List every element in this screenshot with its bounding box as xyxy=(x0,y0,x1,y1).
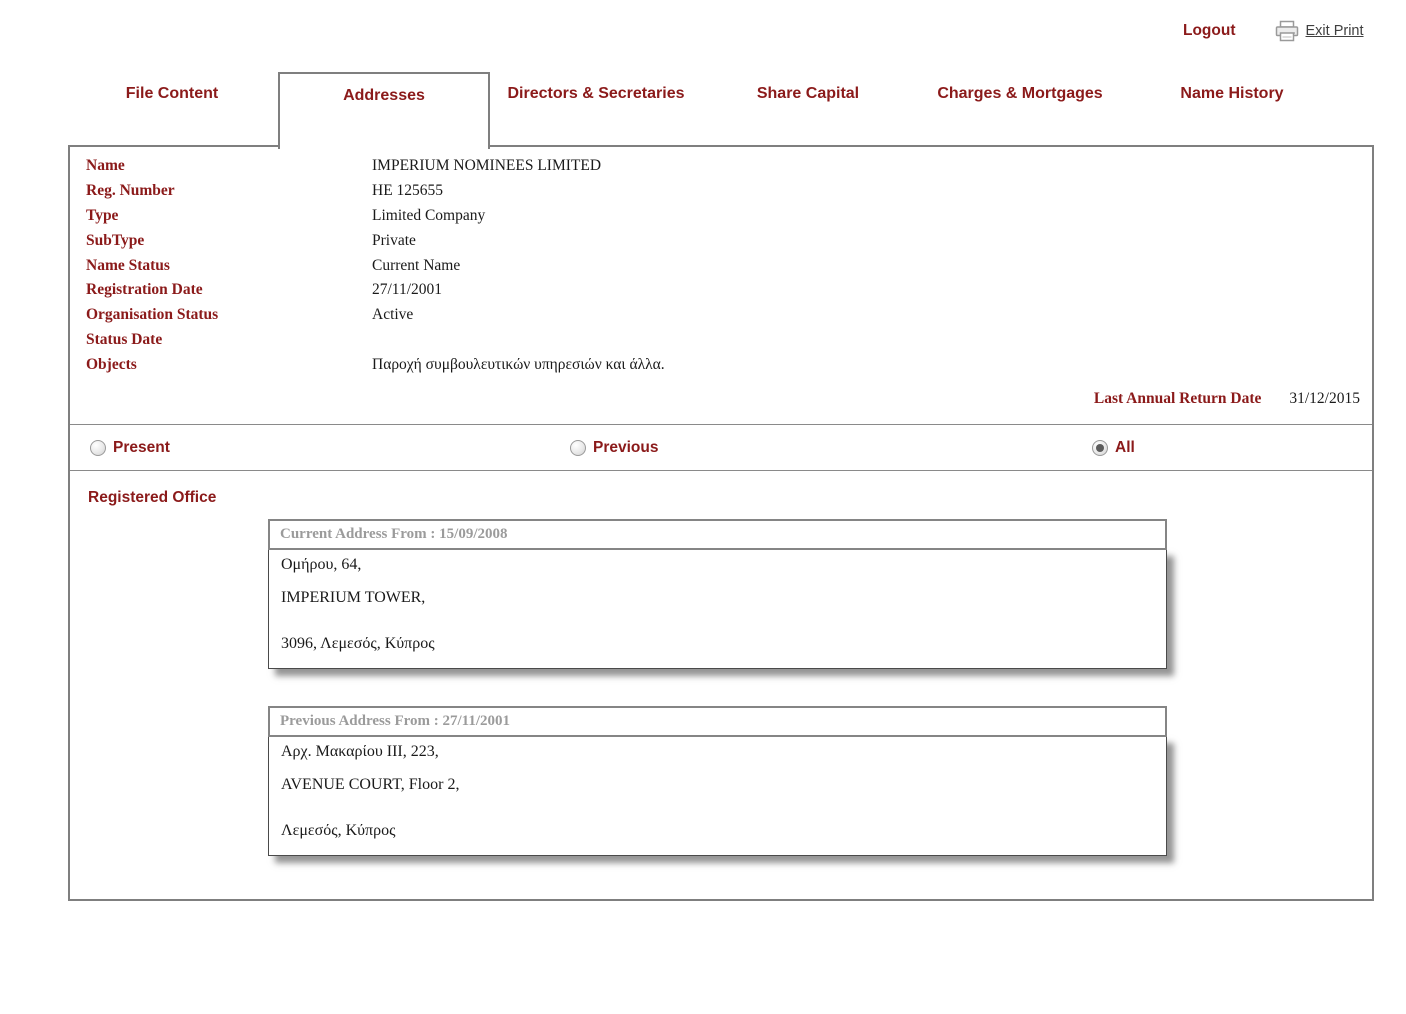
field-value: Current Name xyxy=(372,256,461,274)
tab-directors-secretaries[interactable]: Directors & Secretaries xyxy=(507,85,685,102)
previous-address-card xyxy=(268,706,1167,856)
all-radio-label: All xyxy=(1115,438,1135,456)
logout-button[interactable]: Logout xyxy=(1183,22,1236,39)
company-details xyxy=(70,154,1372,377)
address-line: Αρχ. Μακαρίου III, 223, xyxy=(281,743,439,761)
tab-file-content[interactable]: File Content xyxy=(125,85,219,102)
filter-previous[interactable] xyxy=(570,439,658,457)
field-label: Reg. Number xyxy=(86,182,175,200)
field-row-subtype xyxy=(70,228,1372,253)
present-radio[interactable] xyxy=(90,440,106,456)
all-radio[interactable] xyxy=(1092,440,1108,456)
field-value: Παροχή συμβουλευτικών υπηρεσιών και άλλα. xyxy=(372,355,665,373)
printer-icon xyxy=(1274,20,1300,42)
field-label: Type xyxy=(86,206,119,224)
field-value: Private xyxy=(372,231,416,249)
filter-present[interactable] xyxy=(90,439,170,457)
previous-radio-label: Previous xyxy=(593,438,659,456)
field-label: Name Status xyxy=(86,256,170,274)
field-label: Organisation Status xyxy=(86,306,219,324)
field-row-organisation-status xyxy=(70,303,1372,328)
filter-all[interactable] xyxy=(1092,439,1135,457)
tab-charges-mortgages[interactable]: Charges & Mortgages xyxy=(937,85,1103,102)
registered-office-title: Registered Office xyxy=(88,489,217,507)
tab-share-capital[interactable]: Share Capital xyxy=(756,85,860,102)
field-row-type xyxy=(70,204,1372,229)
field-value: 27/11/2001 xyxy=(372,281,443,299)
address-line: 3096, Λεμεσός, Κύπρος xyxy=(281,635,435,653)
address-line: Ομήρου, 64, xyxy=(281,556,362,574)
address-line: AVENUE COURT, Floor 2, xyxy=(281,776,460,794)
previous-address-header: Previous Address From : 27/11/2001 xyxy=(268,706,1167,737)
exit-print-link[interactable] xyxy=(1274,20,1364,42)
address-filter-band xyxy=(70,424,1372,471)
previous-radio[interactable] xyxy=(570,440,586,456)
field-row-name xyxy=(70,154,1372,179)
last-annual-return-label: Last Annual Return Date xyxy=(1093,390,1262,408)
field-value: Active xyxy=(372,306,414,324)
field-label: SubType xyxy=(86,231,145,249)
current-address-body xyxy=(268,549,1167,669)
field-label: Objects xyxy=(86,355,137,373)
field-value: IMPERIUM NOMINEES LIMITED xyxy=(372,157,602,175)
address-list xyxy=(268,519,1167,856)
tab-name-history[interactable]: Name History xyxy=(1180,85,1284,102)
field-label: Name xyxy=(86,157,125,175)
address-line: Λεμεσός, Κύπρος xyxy=(281,822,396,840)
field-row-name-status xyxy=(70,253,1372,278)
field-row-reg-number xyxy=(70,179,1372,204)
last-annual-return-value: 31/12/2015 xyxy=(1289,390,1360,408)
addresses-panel xyxy=(68,145,1374,901)
current-address-header: Current Address From : 15/09/2008 xyxy=(268,519,1167,550)
previous-address-body xyxy=(268,736,1167,856)
field-label: Status Date xyxy=(86,330,163,348)
field-value: Limited Company xyxy=(372,206,486,224)
last-annual-return-row xyxy=(70,387,1372,411)
exit-print-label[interactable]: Exit Print xyxy=(1305,23,1364,39)
present-radio-label: Present xyxy=(113,438,170,456)
field-value: HE 125655 xyxy=(372,182,444,200)
field-row-registration-date xyxy=(70,278,1372,303)
tab-addresses[interactable]: Addresses xyxy=(278,72,490,149)
field-row-status-date xyxy=(70,328,1372,353)
topbar xyxy=(1183,20,1375,42)
field-label: Registration Date xyxy=(86,281,203,299)
address-line: IMPERIUM TOWER, xyxy=(281,589,426,607)
tab-bar xyxy=(66,72,1338,149)
field-row-objects xyxy=(70,352,1372,377)
current-address-card xyxy=(268,519,1167,669)
